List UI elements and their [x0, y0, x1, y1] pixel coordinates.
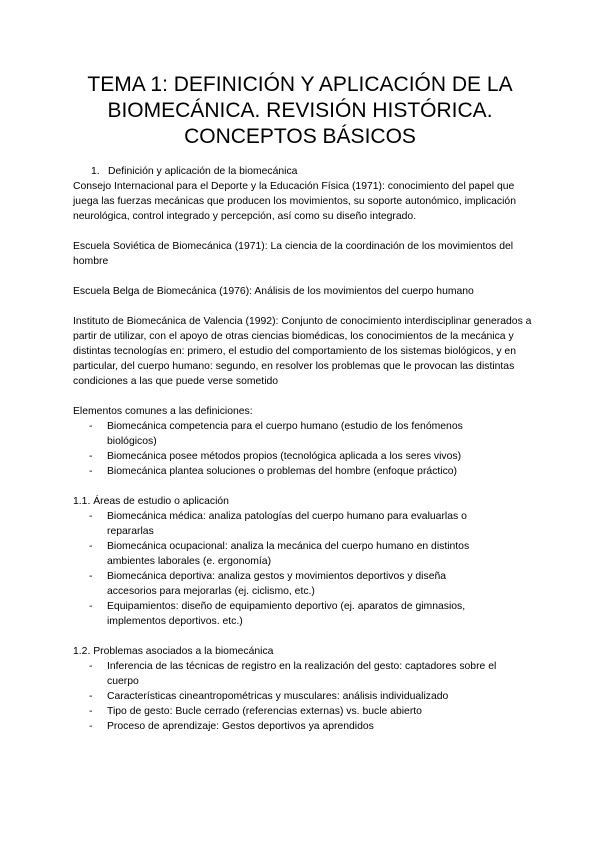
dash-marker: -: [89, 466, 93, 477]
problems-heading: 1.2. Problemas asociados a la biomecánica: [73, 646, 274, 657]
list-item-text: Biomecánica médica: analiza patologías del cuerpo humano para evaluarlas o repararlas: [107, 511, 467, 537]
dash-marker: -: [89, 721, 93, 732]
spacer: [73, 389, 533, 404]
list-item: [73, 464, 533, 479]
page-title: TEMA 1: DEFINICIÓN Y APLICACIÓN DE LA BIOMECÁNICA. REVISIÓN HISTÓRICA. CONCEPTOS BÁSICOS: [87, 73, 513, 148]
list-item: [73, 509, 533, 539]
section-heading-1: [73, 164, 533, 179]
definition-paragraph: Escuela Belga de Biomecánica (1976): Análisis de los movimientos del cuerpo humano: [73, 286, 474, 297]
list-item: [73, 719, 533, 734]
list-item: [73, 659, 533, 689]
areas-heading: 1.1. Áreas de estudio o aplicación: [73, 496, 229, 507]
dash-marker: -: [89, 571, 93, 582]
common-elements-heading: Elementos comunes a las definiciones:: [73, 406, 253, 417]
spacer: [73, 224, 533, 239]
list-item: [73, 449, 533, 464]
spacer: [73, 269, 533, 284]
spacer: [73, 629, 533, 644]
list-item: [73, 539, 533, 569]
list-item: [73, 599, 533, 629]
list-item-text: Biomecánica ocupacional: analiza la mecánica del cuerpo humano en distintos ambientes laborales (e. ergonomía): [107, 541, 470, 567]
list-item-text: Biomecánica deportiva: analiza gestos y movimientos deportivos y diseña accesorios para mejorarlas (ej. ciclismo, etc.): [107, 571, 447, 597]
list-item: [73, 569, 533, 599]
spacer: [73, 299, 533, 314]
dash-marker: -: [89, 601, 93, 612]
list-item-text: Biomecánica plantea soluciones o problemas del hombre (enfoque práctico): [107, 466, 458, 477]
list-item-text: Inferencia de las técnicas de registro en la realización del gesto: captadores sobre el cuerpo: [107, 661, 497, 687]
dash-marker: -: [89, 541, 93, 552]
list-item-text: Tipo de gesto: Bucle cerrado (referencias externas) vs. bucle abierto: [107, 706, 422, 717]
dash-marker: -: [89, 421, 93, 432]
list-item-text: Proceso de aprendizaje: Gestos deportivos ya aprendidos: [107, 721, 374, 732]
definition-paragraph: Escuela Soviética de Biomecánica (1971): La ciencia de la coordinación de los movimientos del hombre: [73, 241, 514, 267]
list-item-text: Biomecánica competencia para el cuerpo humano (estudio de los fenómenos biológicos): [107, 421, 463, 447]
common-elements-list: [73, 419, 533, 479]
spacer: [73, 479, 533, 494]
dash-marker: -: [89, 511, 93, 522]
dash-marker: -: [89, 451, 93, 462]
definition-paragraph: Instituto de Biomecánica de Valencia (1992): Conjunto de conocimiento interdisciplinar generados a partir de utilizar, con el apoyo de otras ciencias biomédicas, los conocimientos de la mecánica y distintas tecnologías en: primero, el estudio del comportamiento de los sistemas biológicos, y en particular, del cuerpo humano: segundo, en resolver los problemas que le provocan las distintas condiciones a las que puede verse sometido: [73, 316, 532, 387]
dash-marker: -: [89, 691, 93, 702]
list-item: [73, 704, 533, 719]
list-item: [73, 689, 533, 704]
section-title: Definición y aplicación de la biomecánica: [108, 166, 298, 177]
list-item: [73, 419, 533, 449]
document-body: [73, 164, 533, 734]
section-number: 1.: [91, 166, 100, 177]
areas-list: [73, 509, 533, 629]
dash-marker: -: [89, 706, 93, 717]
problems-list: [73, 659, 533, 734]
definition-paragraph: Consejo Internacional para el Deporte y la Educación Física (1971): conocimiento del papel que juega las fuerzas mecánicas que producen los movimientos, su soporte autonómico, implicación neurológica, control integrado y percepción, así como su diseño integrado.: [73, 181, 516, 222]
dash-marker: -: [89, 661, 93, 672]
list-item-text: Biomecánica posee métodos propios (tecnológica aplicada a los seres vivos): [107, 451, 462, 462]
list-item-text: Características cineantropométricas y musculares: análisis individualizado: [107, 691, 449, 702]
list-item-text: Equipamientos: diseño de equipamiento deportivo (ej. aparatos de gimnasios, implementos deportivos. etc.): [107, 601, 466, 627]
